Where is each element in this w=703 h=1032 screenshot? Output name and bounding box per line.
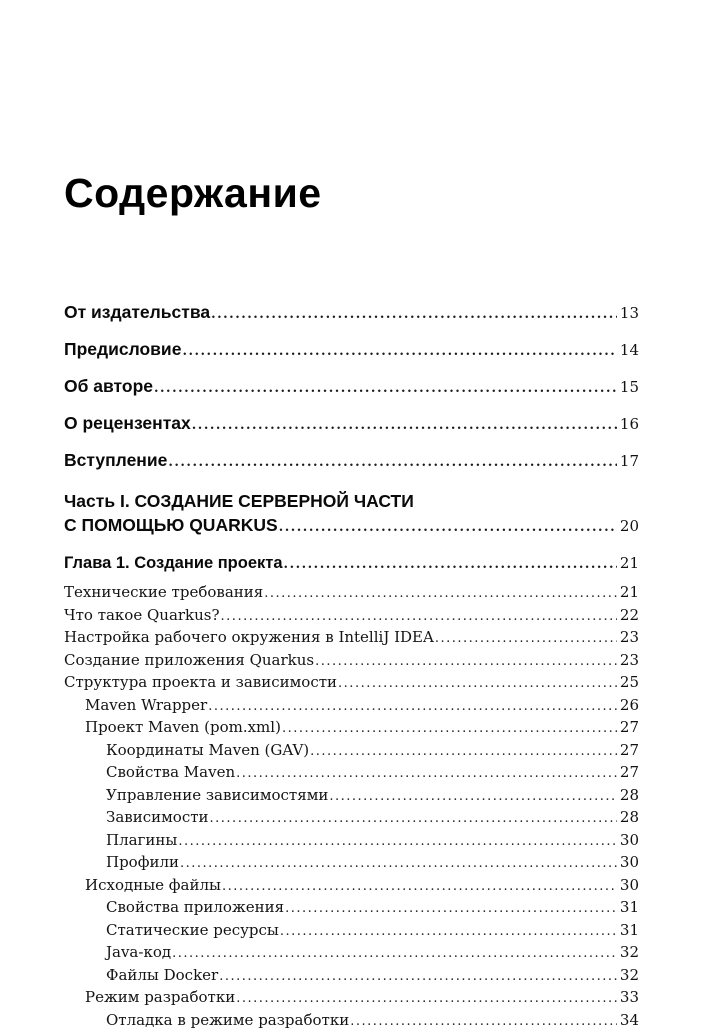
toc-entry <box>64 762 639 785</box>
dot-leader <box>154 376 617 399</box>
toc-entry-label: Отладка в режиме разработки <box>106 1010 349 1031</box>
page-number: 20 <box>618 514 639 538</box>
dot-leader <box>435 627 617 650</box>
dot-leader <box>182 339 616 362</box>
toc-entry-label: Об авторе <box>64 376 153 396</box>
page-number: 30 <box>618 852 639 873</box>
dot-leader <box>219 965 617 988</box>
page-number: 32 <box>618 942 639 963</box>
page-number: 28 <box>618 807 639 828</box>
toc-entry <box>64 717 639 740</box>
toc-entry-label: Часть I. СОЗДАНИЕ СЕРВЕРНОЙ ЧАСТИ <box>64 489 414 513</box>
toc-entry <box>64 987 639 1010</box>
dot-leader <box>315 650 617 673</box>
toc-entry <box>64 489 639 513</box>
toc-entry-label: Глава 1. Создание проекта <box>64 552 283 574</box>
dot-leader <box>284 552 617 576</box>
toc-entry <box>64 650 639 673</box>
toc-entry <box>64 875 639 898</box>
toc-entry <box>64 513 639 540</box>
toc-entry-label: От издательства <box>64 302 210 322</box>
dot-leader <box>329 785 617 808</box>
dot-leader <box>236 987 617 1010</box>
toc-entry-label: Maven Wrapper <box>85 695 207 716</box>
page-number: 32 <box>618 965 639 986</box>
toc-entry-label: Что такое Quarkus? <box>64 605 220 626</box>
page-number: 14 <box>618 340 639 360</box>
toc-entry-label: Профили <box>106 852 179 873</box>
toc-entry <box>64 852 639 875</box>
toc-entry-label: Java-код <box>106 942 171 963</box>
toc-entry-label: Управление зависимостями <box>106 785 328 806</box>
page-number: 22 <box>618 605 639 626</box>
toc-entry-label: Свойства Maven <box>106 762 235 783</box>
dot-leader <box>350 1010 617 1032</box>
dot-leader <box>222 875 617 898</box>
page-number: 17 <box>618 451 639 471</box>
toc-entry <box>64 413 639 436</box>
toc-entry-label: Координаты Maven (GAV) <box>106 740 309 761</box>
page-number: 31 <box>618 920 639 941</box>
dot-leader <box>264 582 617 605</box>
toc-entry-label: Настройка рабочего окружения в IntelliJ IDEA <box>64 627 434 648</box>
toc-entry <box>64 339 639 362</box>
page-number: 21 <box>618 582 639 603</box>
dot-leader <box>279 513 617 540</box>
page-title: Содержание <box>64 170 639 216</box>
toc-entry <box>64 552 639 576</box>
dot-leader <box>236 762 617 785</box>
toc-entry-label: Вступление <box>64 450 167 470</box>
dot-leader <box>211 302 617 325</box>
toc-entry-label: Проект Maven (pom.xml) <box>85 717 281 738</box>
page-number: 16 <box>618 414 639 434</box>
page-number: 34 <box>618 1010 639 1031</box>
dot-leader <box>221 605 617 628</box>
page-number: 30 <box>618 830 639 851</box>
toc-entry <box>64 965 639 988</box>
toc-entry-label: Статические ресурсы <box>106 920 279 941</box>
dot-leader <box>285 897 617 920</box>
toc-entry <box>64 897 639 920</box>
dot-leader <box>192 413 617 436</box>
page-number: 21 <box>618 552 639 574</box>
toc-entry-label: Зависимости <box>106 807 209 828</box>
page-number: 25 <box>618 672 639 693</box>
dot-leader <box>168 450 617 473</box>
page-number: 15 <box>618 377 639 397</box>
dot-leader <box>310 740 617 763</box>
page-number: 23 <box>618 650 639 671</box>
toc-entry <box>64 740 639 763</box>
page-number: 26 <box>618 695 639 716</box>
page-number: 27 <box>618 717 639 738</box>
toc-entry <box>64 830 639 853</box>
toc-entry-label: С ПОМОЩЬЮ QUARKUS <box>64 513 278 537</box>
toc-entry <box>64 807 639 830</box>
toc-entry-label: Предисловие <box>64 339 181 359</box>
dot-leader <box>282 717 617 740</box>
toc-list <box>64 302 639 1032</box>
page-number: 30 <box>618 875 639 896</box>
dot-leader <box>280 920 617 943</box>
toc-entry-label: Режим разработки <box>85 987 235 1008</box>
dot-leader <box>338 672 617 695</box>
dot-leader <box>208 695 617 718</box>
page-number: 13 <box>618 303 639 323</box>
toc-entry-label: Структура проекта и зависимости <box>64 672 337 693</box>
page-number: 23 <box>618 627 639 648</box>
toc-entry <box>64 582 639 605</box>
toc-entry <box>64 785 639 808</box>
toc-entry <box>64 605 639 628</box>
page-number: 28 <box>618 785 639 806</box>
dot-leader <box>178 830 617 853</box>
toc-entry-label: О рецензентах <box>64 413 191 433</box>
toc-entry <box>64 376 639 399</box>
toc-entry-label: Плагины <box>106 830 177 851</box>
toc-entry <box>64 302 639 325</box>
page-number: 27 <box>618 762 639 783</box>
toc-entry <box>64 450 639 473</box>
toc-entry <box>64 1010 639 1032</box>
dot-leader <box>180 852 617 875</box>
toc-entry <box>64 672 639 695</box>
dot-leader <box>210 807 617 830</box>
toc-entry-label: Технические требования <box>64 582 263 603</box>
page-number: 27 <box>618 740 639 761</box>
toc-entry-label: Исходные файлы <box>85 875 221 896</box>
page-number: 31 <box>618 897 639 918</box>
toc-entry <box>64 942 639 965</box>
toc-entry <box>64 695 639 718</box>
toc-entry-label: Создание приложения Quarkus <box>64 650 314 671</box>
toc-entry-label: Свойства приложения <box>106 897 284 918</box>
toc-entry <box>64 627 639 650</box>
dot-leader <box>172 942 617 965</box>
toc-entry-label: Файлы Docker <box>106 965 218 986</box>
page-number: 33 <box>618 987 639 1008</box>
toc-entry <box>64 920 639 943</box>
